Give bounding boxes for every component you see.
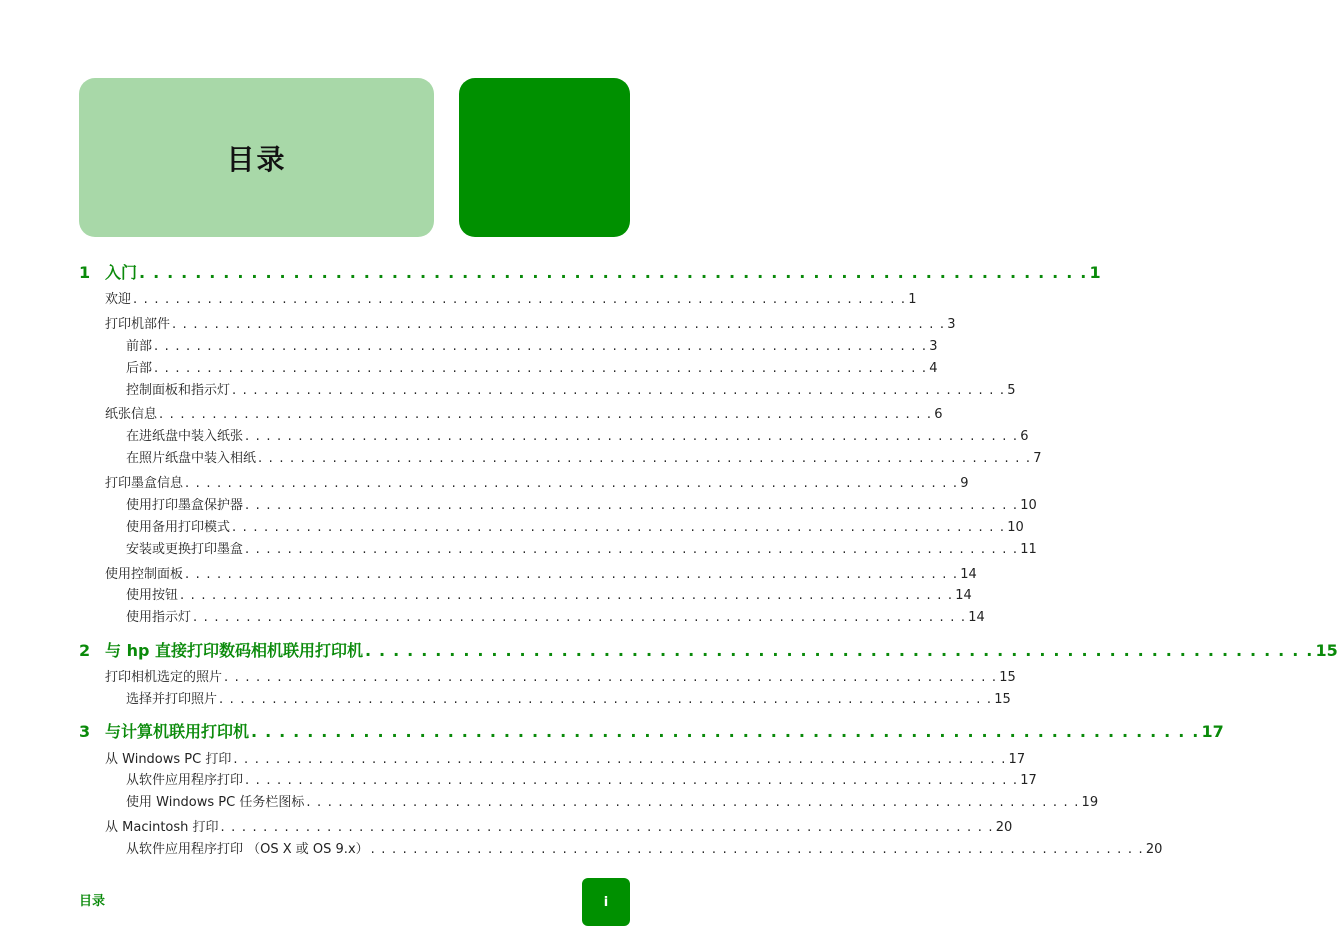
page-number: 14 bbox=[960, 567, 977, 582]
toc-subentry[interactable]: 从软件应用程序打印 （OS X 或 OS 9.x） . . . . . . . . . . . . . . . . . . . . . . . . . . . . . . . . . . . . . . . . . . . . . . . . . . . . . . . . . . . . . . . . . . . . . . . . . 20 bbox=[126, 838, 616, 857]
entry-title: 从 Macintosh 打印 bbox=[105, 820, 219, 835]
entry-title: 前部 bbox=[126, 339, 153, 354]
page-number: 10 bbox=[1020, 498, 1037, 513]
toc-subentry[interactable]: 选择并打印照片 . . . . . . . . . . . . . . . . . . . . . . . . . . . . . . . . . . . . . . . . . . . . . . . . . . . . . . . . . . . . . . . . . . . . . . . . . 15 bbox=[126, 688, 616, 707]
page-number: 14 bbox=[955, 588, 972, 603]
page-number: 14 bbox=[968, 610, 985, 625]
page-number: 10 bbox=[1007, 520, 1024, 535]
page-number: 1 bbox=[908, 292, 917, 307]
page-number: 1 bbox=[1089, 263, 1101, 282]
entry-title: 打印相机选定的照片 bbox=[105, 670, 223, 685]
page-number: 15 bbox=[1315, 641, 1338, 660]
entry-title: 使用打印墨盒保护器 bbox=[126, 498, 244, 513]
page-number: 3 bbox=[947, 317, 956, 332]
entry-title: 打印机部件 bbox=[105, 317, 171, 332]
toc-subentry[interactable]: 使用打印墨盒保护器 . . . . . . . . . . . . . . . . . . . . . . . . . . . . . . . . . . . . . . . . . . . . . . . . . . . . . . . . . . . . . . . . . . . . . . . . . 10 bbox=[126, 494, 616, 513]
page-number: 17 bbox=[1020, 773, 1037, 788]
toc-entry[interactable]: 使用控制面板 . . . . . . . . . . . . . . . . . . . . . . . . . . . . . . . . . . . . . . . . . . . . . . . . . . . . . . . . . . . . . . . . . . . . . . . . . 14 bbox=[105, 563, 616, 582]
page-number: 17 bbox=[1008, 752, 1026, 767]
entry-title: 选择并打印照片 bbox=[126, 692, 218, 707]
toc-entry[interactable]: 打印相机选定的照片 . . . . . . . . . . . . . . . . . . . . . . . . . . . . . . . . . . . . . . . . . . . . . . . . . . . . . . . . . . . . . . . . . . . . . . . . . 15 bbox=[105, 666, 616, 685]
toc-subentry[interactable]: 前部 . . . . . . . . . . . . . . . . . . . . . . . . . . . . . . . . . . . . . . . . . . . . . . . . . . . . . . . . . . . . . . . . . . . . . . . . . 3 bbox=[126, 335, 616, 354]
toc-subentry[interactable]: 使用按钮 . . . . . . . . . . . . . . . . . . . . . . . . . . . . . . . . . . . . . . . . . . . . . . . . . . . . . . . . . . . . . . . . . . . . . . . . . 14 bbox=[126, 584, 616, 603]
chapter-title: 与计算机联用打印机 bbox=[105, 722, 250, 741]
toc-entry[interactable]: 从 Macintosh 打印 . . . . . . . . . . . . . . . . . . . . . . . . . . . . . . . . . . . . . . . . . . . . . . . . . . . . . . . . . . . . . . . . . . . . . . . . . 20 bbox=[105, 816, 616, 835]
toc-chapter-2[interactable]: 2 与 hp 直接打印数码相机联用打印机 . . . . . . . . . . . . . . . . . . . . . . . . . . . . . . . . . . . . . . . . . . . . . . . . . . . . . . . . . . . . . . . . . . . . 15 bbox=[79, 641, 1338, 660]
entry-title: 使用 Windows PC 任务栏图标 bbox=[126, 795, 305, 810]
toc-entry[interactable]: 纸张信息 . . . . . . . . . . . . . . . . . . . . . . . . . . . . . . . . . . . . . . . . . . . . . . . . . . . . . . . . . . . . . . . . . . . . . . . . . 6 bbox=[105, 403, 616, 422]
page-number: 19 bbox=[1081, 795, 1099, 810]
page-number: 15 bbox=[994, 692, 1011, 707]
footer-section-label: 目录 bbox=[79, 894, 106, 909]
page-number: 20 bbox=[1145, 842, 1163, 857]
entry-title: 使用指示灯 bbox=[126, 610, 192, 625]
page-number: 5 bbox=[1007, 383, 1016, 398]
page-number: 4 bbox=[929, 361, 938, 376]
toc-subentry[interactable]: 使用指示灯 . . . . . . . . . . . . . . . . . . . . . . . . . . . . . . . . . . . . . . . . . . . . . . . . . . . . . . . . . . . . . . . . . . . . . . . . . 14 bbox=[126, 606, 616, 625]
page-number: 17 bbox=[1201, 722, 1224, 741]
entry-title: 使用控制面板 bbox=[105, 567, 184, 582]
page-number: 11 bbox=[1020, 542, 1037, 557]
toc-subentry[interactable]: 从软件应用程序打印 . . . . . . . . . . . . . . . . . . . . . . . . . . . . . . . . . . . . . . . . . . . . . . . . . . . . . . . . . . . . . . . . . . . . . . . . . 17 bbox=[126, 769, 616, 788]
footer-page-number: i bbox=[582, 878, 630, 926]
entry-title: 从软件应用程序打印 bbox=[126, 773, 244, 788]
toc-subentry[interactable]: 控制面板和指示灯 . . . . . . . . . . . . . . . . . . . . . . . . . . . . . . . . . . . . . . . . . . . . . . . . . . . . . . . . . . . . . . . . . . . . . . . . . 5 bbox=[126, 379, 616, 398]
toc-subentry[interactable]: 使用 Windows PC 任务栏图标 . . . . . . . . . . . . . . . . . . . . . . . . . . . . . . . . . . . . . . . . . . . . . . . . . . . . . . . . . . . . . . . . . . . . . . . . . 19 bbox=[126, 791, 616, 810]
toc-chapter-3[interactable]: 3 与计算机联用打印机 . . . . . . . . . . . . . . . . . . . . . . . . . . . . . . . . . . . . . . . . . . . . . . . . . . . . . . . . . . . . . . . . . . . . 17 bbox=[79, 722, 1224, 741]
chapter-number: 3 bbox=[79, 722, 91, 741]
page-number: 9 bbox=[960, 476, 969, 491]
toc-entry[interactable]: 从 Windows PC 打印 . . . . . . . . . . . . . . . . . . . . . . . . . . . . . . . . . . . . . . . . . . . . . . . . . . . . . . . . . . . . . . . . . . . . . . . . . 17 bbox=[105, 748, 616, 767]
chapter-number: 2 bbox=[79, 641, 91, 660]
toc-entry[interactable]: 打印墨盒信息 . . . . . . . . . . . . . . . . . . . . . . . . . . . . . . . . . . . . . . . . . . . . . . . . . . . . . . . . . . . . . . . . . . . . . . . . . 9 bbox=[105, 472, 616, 491]
toc-subentry[interactable]: 在照片纸盘中装入相纸 . . . . . . . . . . . . . . . . . . . . . . . . . . . . . . . . . . . . . . . . . . . . . . . . . . . . . . . . . . . . . . . . . . . . . . . . . 7 bbox=[126, 447, 616, 466]
page-number: 6 bbox=[934, 407, 943, 422]
page-number: 3 bbox=[929, 339, 938, 354]
entry-title: 从软件应用程序打印 （OS X 或 OS 9.x） bbox=[126, 842, 369, 857]
page-title: 目录 bbox=[226, 143, 287, 176]
decorative-green-panel bbox=[459, 78, 630, 237]
entry-title: 从 Windows PC 打印 bbox=[105, 752, 232, 767]
entry-title: 后部 bbox=[126, 361, 153, 376]
entry-title: 纸张信息 bbox=[105, 407, 158, 422]
entry-title: 在进纸盘中装入纸张 bbox=[126, 429, 244, 444]
entry-title: 安装或更换打印墨盒 bbox=[126, 542, 244, 557]
toc-entry[interactable]: 欢迎 . . . . . . . . . . . . . . . . . . . . . . . . . . . . . . . . . . . . . . . . . . . . . . . . . . . . . . . . . . . . . . . . . . . . . . . . . 1 bbox=[105, 288, 616, 307]
toc-subentry[interactable]: 安装或更换打印墨盒 . . . . . . . . . . . . . . . . . . . . . . . . . . . . . . . . . . . . . . . . . . . . . . . . . . . . . . . . . . . . . . . . . . . . . . . . . 11 bbox=[126, 538, 616, 557]
page-number: 6 bbox=[1020, 429, 1029, 444]
entry-title: 在照片纸盘中装入相纸 bbox=[126, 451, 257, 466]
entry-title: 使用按钮 bbox=[126, 588, 179, 603]
page-number: 15 bbox=[999, 670, 1016, 685]
entry-title: 使用备用打印模式 bbox=[126, 520, 231, 535]
page-number: 20 bbox=[995, 820, 1013, 835]
toc-subentry[interactable]: 在进纸盘中装入纸张 . . . . . . . . . . . . . . . . . . . . . . . . . . . . . . . . . . . . . . . . . . . . . . . . . . . . . . . . . . . . . . . . . . . . . . . . . 6 bbox=[126, 425, 616, 444]
page-number: 7 bbox=[1033, 451, 1042, 466]
chapter-number: 1 bbox=[79, 263, 91, 282]
entry-title: 欢迎 bbox=[105, 292, 132, 307]
title-panel bbox=[79, 78, 434, 237]
chapter-title: 入门 bbox=[105, 263, 138, 282]
toc-subentry[interactable]: 后部 . . . . . . . . . . . . . . . . . . . . . . . . . . . . . . . . . . . . . . . . . . . . . . . . . . . . . . . . . . . . . . . . . . . . . . . . . 4 bbox=[126, 357, 616, 376]
toc-chapter-1[interactable]: 1 入门 . . . . . . . . . . . . . . . . . . . . . . . . . . . . . . . . . . . . . . . . . . . . . . . . . . . . . . . . . . . . . . . . . . . . 1 bbox=[79, 263, 1101, 282]
entry-title: 控制面板和指示灯 bbox=[126, 383, 231, 398]
entry-title: 打印墨盒信息 bbox=[105, 476, 184, 491]
toc-subentry[interactable]: 使用备用打印模式 . . . . . . . . . . . . . . . . . . . . . . . . . . . . . . . . . . . . . . . . . . . . . . . . . . . . . . . . . . . . . . . . . . . . . . . . . 10 bbox=[126, 516, 616, 535]
chapter-title: 与 hp 直接打印数码相机联用打印机 bbox=[105, 641, 363, 660]
toc-entry[interactable]: 打印机部件 . . . . . . . . . . . . . . . . . . . . . . . . . . . . . . . . . . . . . . . . . . . . . . . . . . . . . . . . . . . . . . . . . . . . . . . . . 3 bbox=[105, 313, 616, 332]
